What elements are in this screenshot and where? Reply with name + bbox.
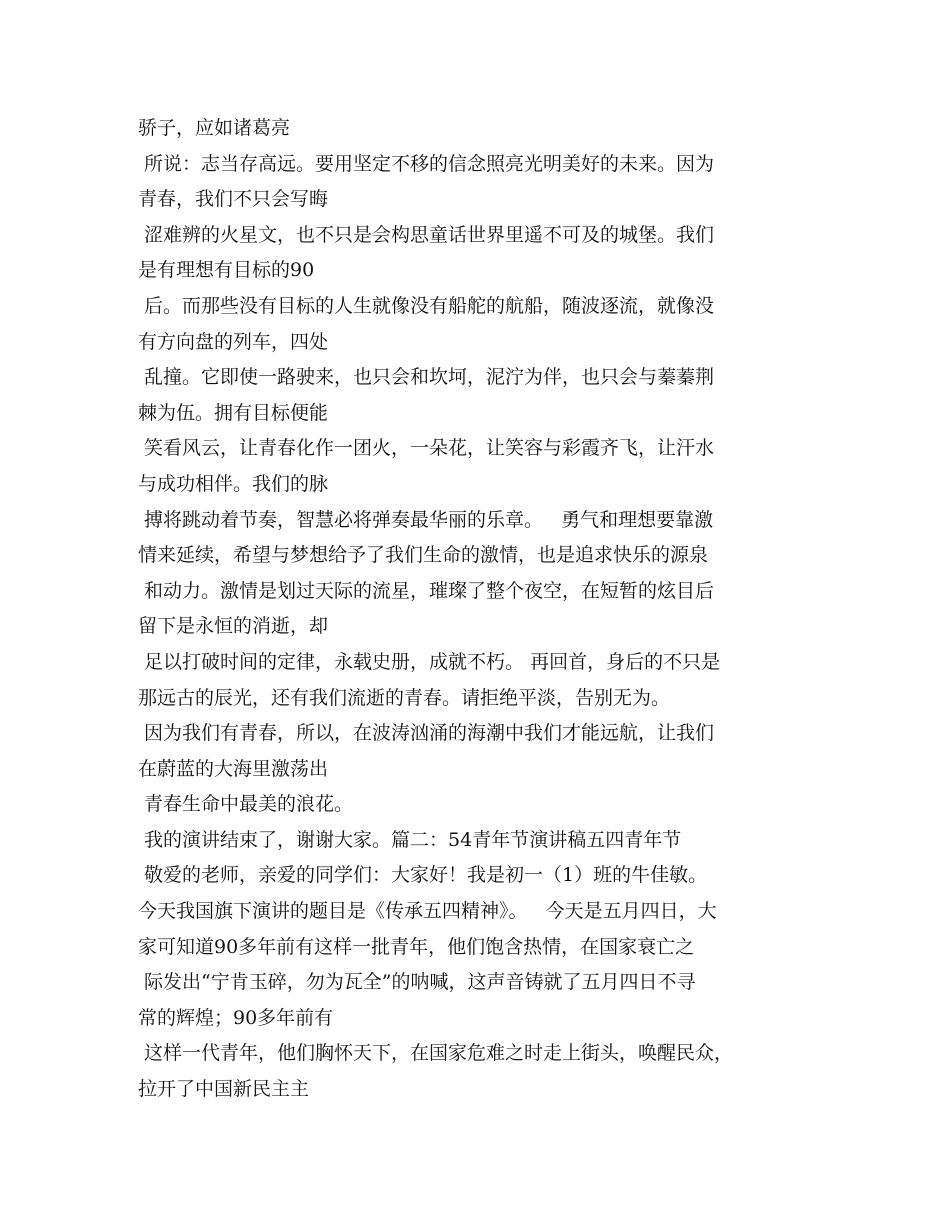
text-line: 和动力。激情是划过天际的流星，璀璨了整个夜空，在短暂的炫目后 (138, 579, 715, 602)
text-line: 情来延续，希望与梦想给予了我们生命的激情，也是追求快乐的源泉 (138, 544, 709, 567)
text-line: 与成功相伴。我们的脉 (138, 472, 329, 495)
text-line: 这样一代青年，他们胸怀天下，在国家危难之时走上街头，唤醒民众， (138, 1042, 734, 1065)
text-line: 所说：志当存高远。要用坚定不移的信念照亮光明美好的未来。因为 (138, 152, 715, 175)
text-line: 足以打破时间的定律，永载史册，成就不朽。 再回首，身后的不只是 (138, 650, 721, 673)
body-text (138, 111, 828, 1108)
text-line: 家可知道90多年前有这样一批青年，他们饱含热情，在国家衰亡之 (138, 935, 695, 958)
text-line: 棘为伍。拥有目标便能 (138, 401, 329, 424)
text-line: 那远古的辰光，还有我们流逝的青春。请拒绝平淡，告别无为。 (138, 686, 671, 709)
text-line: 因为我们有青春，所以，在波涛汹涌的海潮中我们才能远航，让我们 (138, 722, 715, 745)
text-line: 在蔚蓝的大海里激荡出 (138, 757, 329, 780)
text-line: 青春生命中最美的浪花。 (138, 793, 354, 816)
text-line: 乱撞。它即使一路驶来，也只会和坎坷，泥泞为伴，也只会与蓁蓁荆 (138, 366, 715, 389)
text-line: 笑看风云，让青春化作一团火，一朵花，让笑容与彩霞齐飞，让汗水 (138, 437, 715, 460)
text-line: 今天我国旗下演讲的题目是《传承五四精神》。 今天是五月四日，大 (138, 900, 717, 923)
text-line: 搏将跳动着节奏，智慧必将弹奏最华丽的乐章。 勇气和理想要靠激 (138, 508, 714, 531)
text-line: 青春，我们不只会写晦 (138, 188, 329, 211)
text-line: 是有理想有目标的90 (138, 259, 315, 282)
text-line: 涩难辨的火星文，也不只是会构思童话世界里遥不可及的城堡。我们 (138, 223, 715, 246)
text-line: 际发出“宁肯玉碎，勿为瓦全”的呐喊，这声音铸就了五月四日不寻 (138, 971, 696, 994)
text-line: 常的辉煌；90多年前有 (138, 1006, 334, 1029)
text-line: 留下是永恒的消逝，却 (138, 615, 329, 638)
text-line: 骄子，应如诸葛亮 (138, 117, 291, 139)
text-line: 我的演讲结束了，谢谢大家。篇二：54青年节演讲稿五四青年节 (138, 828, 682, 851)
text-line: 敬爱的老师，亲爱的同学们：大家好！我是初一（1）班的牛佳敏。 (138, 864, 708, 887)
text-line: 拉开了中国新民主主 (138, 1078, 310, 1101)
text-line: 有方向盘的列车，四处 (138, 330, 329, 353)
text-line: 后。而那些没有目标的人生就像没有船舵的航船，随波逐流，就像没 (138, 294, 715, 317)
